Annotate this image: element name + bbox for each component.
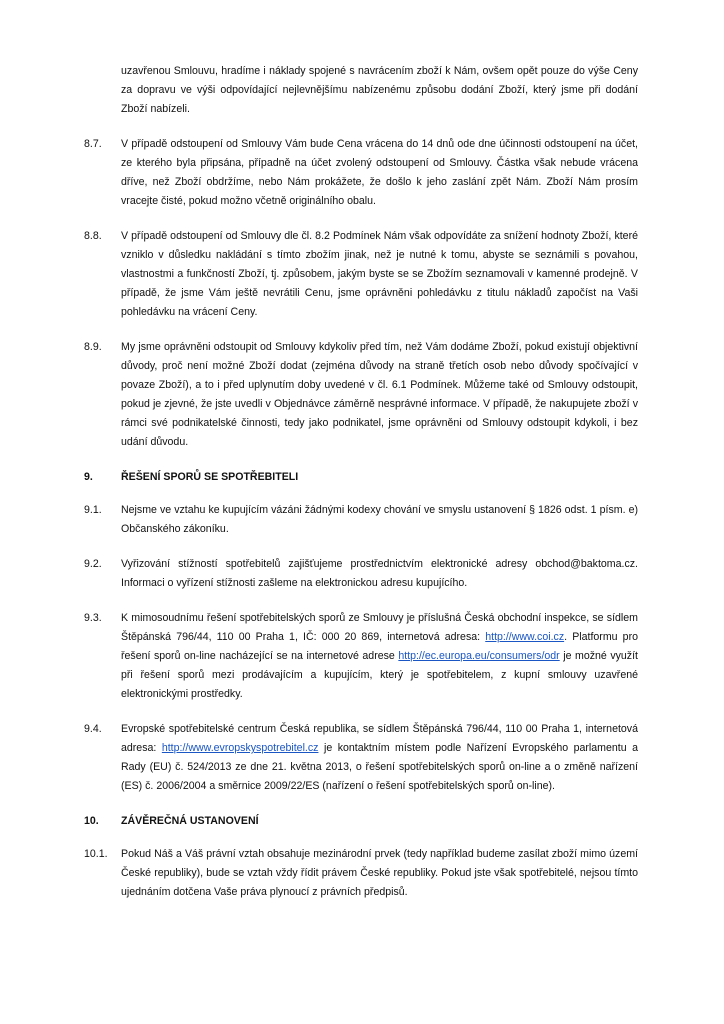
section-title: ŘEŠENÍ SPORŮ SE SPOTŘEBITELI	[121, 471, 299, 483]
coi-link[interactable]: http://www.coi.cz	[485, 631, 565, 643]
clause-text-part: K mimosoudnímu řešení spotřebitelských sporů ze Smlouvy je příslušná Česká obchodní inspekce, se sídlem Štěpánská 796/44, 110 00 Praha 1, IČ: 000 20 869, internetová adresa:	[121, 612, 638, 643]
clause-number: 10.1.	[84, 848, 108, 860]
clause-text: Vyřizování stížností spotřebitelů zajišťujeme prostřednictvím elektronické adresy obchod@baktoma.cz. Informaci o vyřízení stížnosti zašleme na elektronickou adresu kupujícího.	[121, 558, 638, 589]
clause-10-1	[84, 845, 638, 902]
clause-number: 9.1.	[84, 504, 102, 516]
section-number: 10.	[84, 815, 99, 827]
clause-number: 9.3.	[84, 612, 102, 624]
clause-number: 8.7.	[84, 138, 102, 150]
clause-8-8	[84, 227, 638, 322]
paragraph-continuation: uzavřenou Smlouvu, hradíme i náklady spojené s navrácením zboží k Nám, ovšem opět pouze do výše Ceny za dopravu ve výši odpovídající nejlevnějšímu nabízenému způsobu dodání Zboží, který jsme při dodání Zboží nabízeli.	[121, 65, 638, 115]
clause-text: V případě odstoupení od Smlouvy Vám bude Cena vrácena do 14 dnů ode dne účinnosti odstoupení na účet, ze kterého byla připsána, případně na účet zvolený odstoupení od Smlouvy. Částka však nebude vrácena dříve, než Zboží obdržíme, nebo Nám prokážete, že došlo k jeho zaslání zpět Nám. Zboží Nám prosím vracejte čisté, pokud možno včetně originálního obalu.	[121, 138, 638, 207]
clause-text-part: je kontaktním místem podle Nařízení Evropského parlamentu a Rady (EU) č. 524/2013 ze dne 21. května 2013, o řešení spotřebitelských sporů on-line a o změně nařízení (ES) č. 2006/2004 a směrnice 2009/22/ES (nařízení o řešení spotřebitelských sporů on-line).	[121, 742, 639, 792]
section-heading-10	[84, 812, 638, 831]
clause-text	[121, 609, 638, 704]
clause-text: Pokud Náš a Váš právní vztah obsahuje mezinárodní prvek (tedy například budeme zasílat zboží mimo území České republiky), bude se vztah vždy řídit právem České republiky. Pokud jste však spotřebitelé, nejsou tímto ujednáním dotčena Vaše práva plynoucí z právních předpisů.	[121, 848, 638, 898]
clause-9-3	[84, 609, 638, 704]
clause-8-7	[84, 135, 638, 211]
section-title: ZÁVĚREČNÁ USTANOVENÍ	[121, 815, 259, 827]
clause-text-part: . Platformu pro řešení sporů on-line nacházející se na internetové adrese	[121, 631, 638, 662]
clause-text: My jsme oprávněni odstoupit od Smlouvy kdykoliv před tím, než Vám dodáme Zboží, pokud existují objektivní důvody, proč není možné Zboží dodat (zejména důvody na straně třetích osob nebo důvody spočívající v povaze Zboží), a to i před uplynutím doby uvedené v čl. 6.1 Podmínek. Můžeme také od Smlouvy odstoupit, pokud je zjevné, že jste uvedli v Objednávce záměrně nesprávné informace. V případě, že nakupujete zboží v rámci své podnikatelské činnosti, tedy jako podnikatel, jsme oprávněni od Smlouvy odstoupit kdykoli, i bez udání důvodu.	[121, 341, 638, 448]
clause-9-4	[84, 720, 638, 796]
clause-text	[121, 720, 638, 796]
odr-platform-link[interactable]: http://ec.europa.eu/consumers/odr	[398, 650, 560, 662]
clause-number: 8.8.	[84, 230, 102, 242]
clause-text-part: je možné využít při řešení sporů mezi prodávajícím a kupujícím, který je spotřebitelem, z kupní smlouvy uzavřené elektronickými prostředky.	[121, 650, 638, 700]
evropsky-spotrebitel-link[interactable]: http://www.evropskyspotrebitel.cz	[161, 742, 319, 754]
clause-8-9	[84, 338, 638, 452]
clause-text: Nejsme ve vztahu ke kupujícím vázáni žádnými kodexy chování ve smyslu ustanovení § 1826 odst. 1 písm. e) Občanského zákoníku.	[121, 504, 638, 535]
clause-number: 8.9.	[84, 341, 102, 353]
clause-9-2	[84, 555, 638, 593]
clause-number: 9.2.	[84, 558, 102, 570]
clause-text-part: Evropské spotřebitelské centrum Česká republika, se sídlem Štěpánská 796/44, 110 00 Praha 1, internetová adresa:	[121, 723, 638, 754]
section-heading-9	[84, 468, 638, 487]
clause-text: V případě odstoupení od Smlouvy dle čl. 8.2 Podmínek Nám však odpovídáte za snížení hodnoty Zboží, které vzniklo v důsledku nakládání s tímto zbožím jinak, než je nutné k tomu, abyste se seznámili s povahou, vlastnostmi a funkčností Zboží, tj. způsobem, jakým byste se se Zbožím seznamovali v kamenné prodejně. V případě, že jsme Vám ještě nevrátili Cenu, jsme oprávněni pohledávku z titulu nákladů započíst na Vaši pohledávku na vrácení Ceny.	[121, 230, 638, 318]
clause-9-1	[84, 501, 638, 539]
section-number: 9.	[84, 471, 93, 483]
clause-number: 9.4.	[84, 723, 102, 735]
